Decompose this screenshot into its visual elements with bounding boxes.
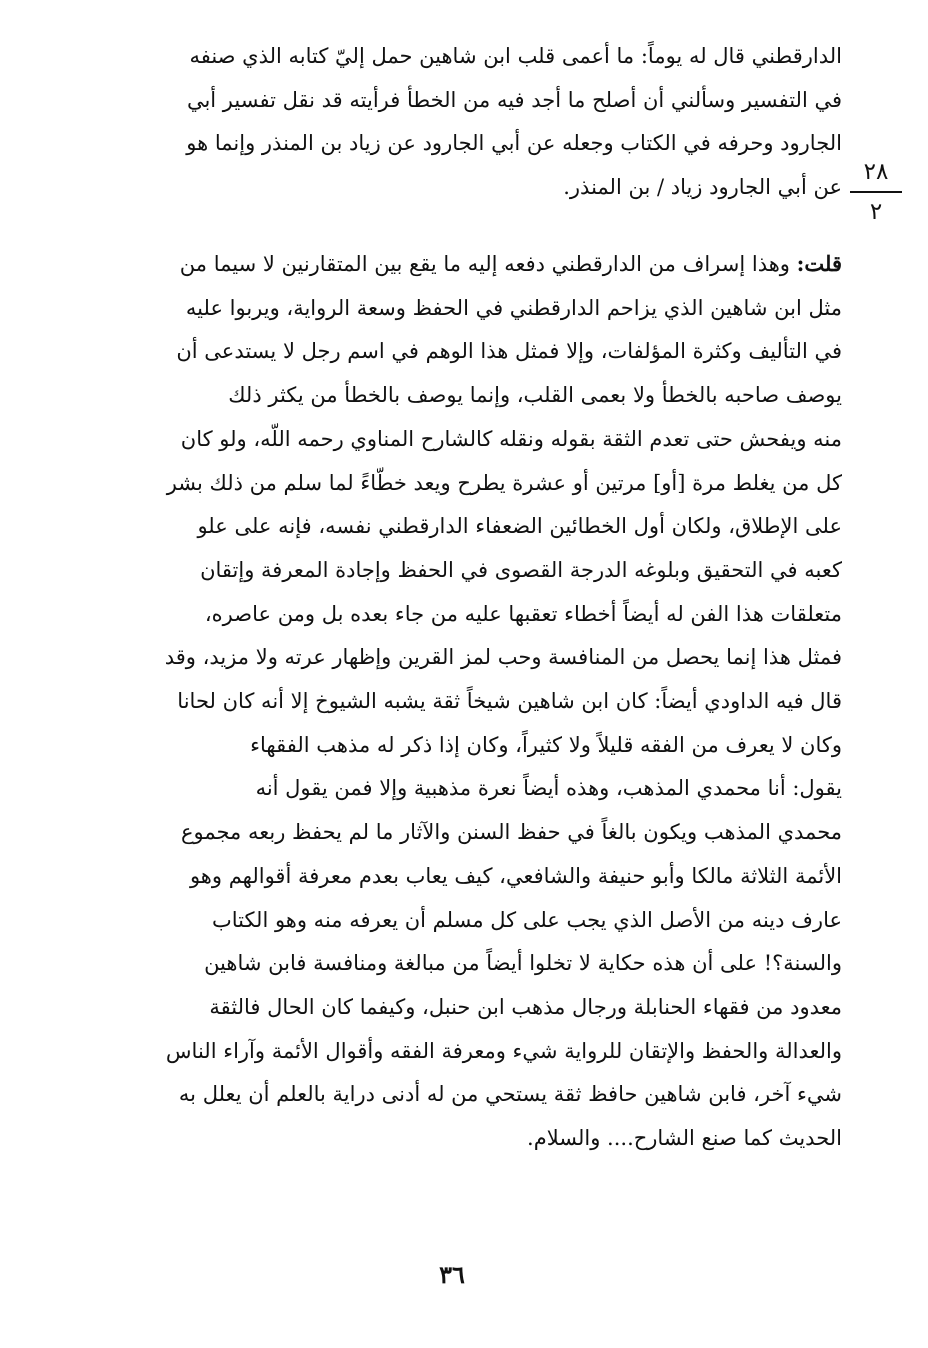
- text-line: منه ويفحش حتى تعدم الثقة بقوله ونقله كالشارح المناوي رحمه اللّه، ولو كان: [180, 426, 842, 451]
- page-number: ٣٦: [439, 1260, 465, 1289]
- commentary-lead-word: قلت:: [796, 251, 842, 276]
- text-line: محمدي المذهب ويكون بالغاً في حفظ السنن والآثار ما لم يحفظ ربعه مجموع: [180, 820, 842, 845]
- text-line: متعلقات هذا الفن له أيضاً أخطاء تعقبها عليه من جاء بعده بل ومن عاصره،: [204, 601, 842, 626]
- text-line: يقول: أنا محمدي المذهب، وهذه أيضاً نعرة مذهبية وإلا فمن يقول أنه: [255, 776, 842, 801]
- paragraph-commentary: [112, 242, 842, 1161]
- margin-reference-bottom: ٢: [869, 199, 883, 225]
- text-line: كل من يغلط مرة [أو] مرتين أو عشرة يطرح ويعد خطّاءً لما سلم من ذلك بشر: [166, 470, 842, 495]
- text-line: في التفسير وسألني أن أصلح ما أجد فيه من الخطأ فرأيته قد نقل تفسير أبي: [186, 87, 842, 112]
- text-line: وكان لا يعرف من الفقه قليلاً ولا كثيراً، وكان إذا ذكر له مذهب الفقهاء: [250, 732, 842, 757]
- margin-reference-divider: [850, 191, 902, 193]
- text-line: والسنة؟! على أن هذه حكاية لا تخلوا أيضاً من مبالغة ومنافسة فابن شاهين: [204, 951, 842, 976]
- text-line-first: [112, 242, 842, 287]
- text-line: عارف دينه من الأصل الذي يجب على كل مسلم أن يعرفه منه وهو الكتاب: [211, 907, 842, 932]
- text-line: والعدالة والحفظ والإتقان للرواية شيء ومعرفة الفقه وأقوال الأئمة وآراء الناس: [165, 1038, 842, 1063]
- text-line: فمثل هذا إنما يحصل من المنافسة وحب لمز القرين وإظهار عرته ولا مزيد، وقد: [164, 645, 842, 670]
- text-line: في التأليف وكثرة المؤلفات، وإلا فمثل هذا الوهم في اسم رجل لا يستدعى أن: [176, 339, 842, 364]
- text-line: على الإطلاق، ولكان أول الخطائين الضعفاء الدارقطني نفسه، فإنه على علو: [197, 514, 842, 539]
- text-line: كعبه في التحقيق وبلوغه الدرجة القصوى في الحفظ وإجادة المعرفة وإتقان: [200, 557, 842, 582]
- text-line: قال فيه الداودي أيضاً: كان ابن شاهين شيخاً ثقة يشبه الشيوخ إلا أنه كان لحانا: [177, 689, 842, 714]
- margin-reference-top: ٢٨: [863, 159, 889, 185]
- text-line: الحديث كما صنع الشارح.... والسلام.: [527, 1126, 842, 1151]
- text-line: شيء آخر، فابن شاهين حافظ ثقة يستحي من له أدنى دراية بالعلم أن يعلل به: [178, 1082, 842, 1107]
- paragraph-quote: [112, 35, 842, 210]
- text-line: الأئمة الثلاثة مالكا وأبو حنيفة والشافعي، كيف يعاب بعدم معرفة أقوالهم وهو: [189, 863, 842, 888]
- text-line: الدارقطني قال له يوماً: ما أعمى قلب ابن شاهين حمل إليّ كتابه الذي صنفه: [189, 44, 842, 68]
- margin-page-reference: [850, 158, 902, 226]
- text-line: مثل ابن شاهين الذي يزاحم الدارقطني في الحفظ وسعة الرواية، ويربوا عليه: [185, 295, 842, 320]
- text-line: الجارود وحرفه في الكتاب وجعله عن أبي الجارود عن زياد بن المنذر وإنما هو: [186, 131, 842, 156]
- text-line: يوصف صاحبه بالخطأ ولا بعمى القلب، وإنما يوصف بالخطأ من يكثر ذلك: [228, 383, 842, 408]
- text-line: معدود من فقهاء الحنابلة ورجال مذهب ابن حنبل، وكيفما كان الحال فالثقة: [209, 994, 842, 1019]
- commentary-first-line-text: وهذا إسراف من الدارقطني دفعه إليه ما يقع بين المتقارنين لا سيما من: [179, 252, 797, 276]
- text-line: عن أبي الجارود زياد / بن المنذر.: [563, 175, 842, 200]
